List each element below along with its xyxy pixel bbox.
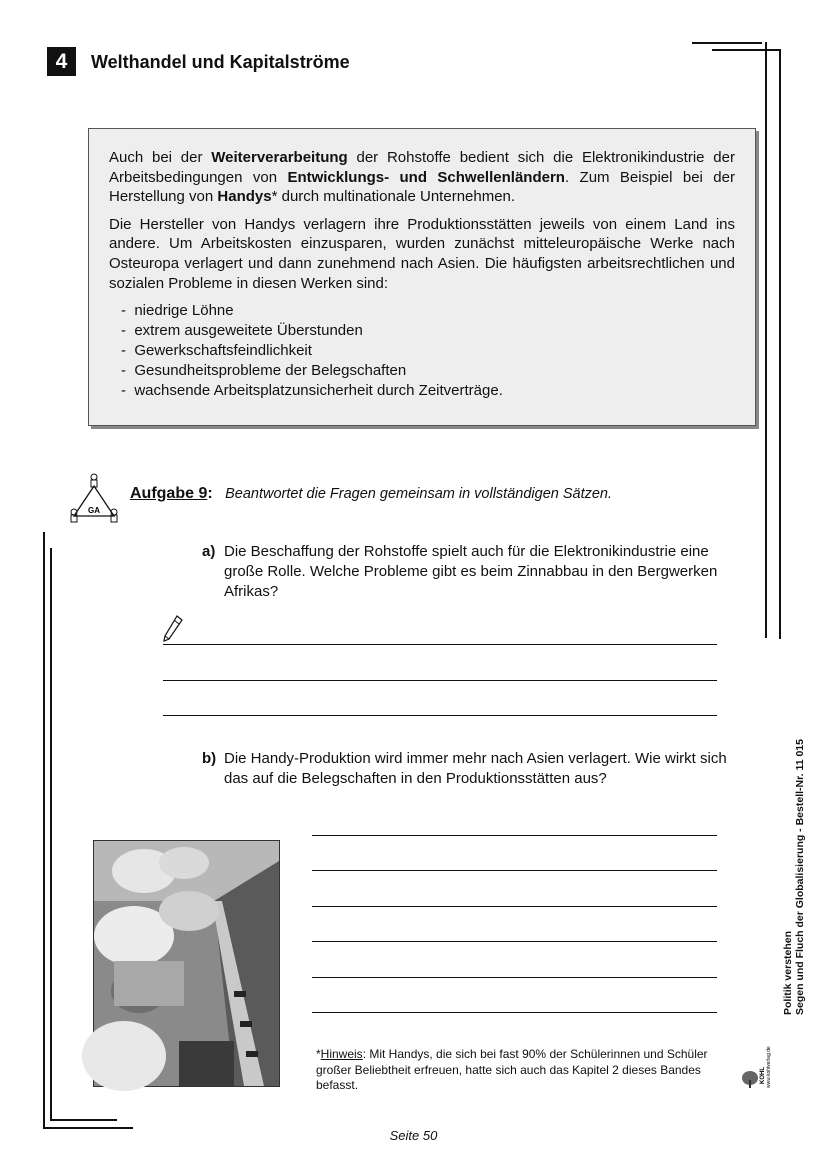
text: . Zum Beispiel bei der Herstellung von	[109, 168, 735, 206]
question-a	[202, 542, 722, 602]
task-instruction: Beantwortet die Fragen gemeinsam in vollständigen Sätzen.	[225, 486, 613, 502]
frame-line	[779, 49, 781, 639]
frame-line	[50, 1119, 117, 1121]
svg-text:www.kohlverlag.de: www.kohlverlag.de	[766, 1046, 772, 1088]
frame-line	[692, 42, 762, 44]
info-paragraph-2: Die Hersteller von Handys verlagern ihre Produktionsstätten jeweils von einem Land ins andere. Um Arbeitskosten einzusparen, wurden zunächst mitteleuropäische Werke nach Osteuropa verlagert und dann zunehmend nach Asien. Die häufigsten arbeitsrechtlichen und sozialen Probleme in diesen Werken sind:	[109, 215, 735, 292]
list-item: - extrem ausgeweitete Überstunden	[121, 321, 735, 341]
footnote-text: : Mit Handys, die sich bei fast 90% der Schülerinnen und Schüler großer Beliebtheit erfreuen, hatte sich auch das Kapitel 2 dieses Bandes befasst.	[316, 1047, 708, 1092]
task-label: Aufgabe 9	[130, 485, 208, 502]
list-item: - Gewerkschaftsfeindlichkeit	[121, 341, 735, 361]
list-item: - wachsende Arbeitsplatzunsicherheit durch Zeitverträge.	[121, 381, 735, 401]
list-item: - Gesundheitsprobleme der Belegschaften	[121, 361, 735, 381]
bold-term: Entwicklungs- und Schwellenländern	[287, 168, 565, 186]
text: * durch multinationale Unternehmen.	[271, 188, 516, 206]
task-heading	[130, 485, 612, 503]
chapter-number: 4	[47, 47, 76, 76]
frame-line	[712, 49, 780, 51]
frame-line	[43, 532, 45, 1128]
text: Auch bei der	[109, 149, 212, 166]
answer-line[interactable]	[163, 715, 717, 716]
problem-list	[109, 301, 735, 401]
footnote-star: *	[316, 1047, 321, 1061]
question-text: Die Beschaffung der Rohstoffe spielt auch für die Elektronikindustrie eine große Rolle. Welche Probleme gibt es beim Zinnabbau in den Bergwerken Afrikas?	[224, 543, 718, 600]
book-title: Segen und Fluch der Globalisierung - Bestell-Nr. 11 015	[794, 739, 806, 1015]
task-colon: :	[207, 485, 213, 502]
publisher-logo	[740, 1022, 770, 1088]
group-work-label: GA	[88, 506, 100, 515]
footnote-label: Hinweis	[320, 1047, 363, 1061]
answer-line[interactable]	[312, 835, 717, 836]
question-marker: b)	[202, 750, 217, 767]
page-number: Seite 50	[389, 1128, 438, 1143]
bold-term: Weiterverarbeitung	[211, 149, 348, 166]
answer-line[interactable]	[312, 870, 717, 871]
group-work-icon	[68, 472, 120, 528]
answer-line[interactable]	[163, 644, 717, 645]
footnote	[316, 1047, 736, 1094]
answer-line[interactable]	[312, 906, 717, 907]
answer-line[interactable]	[312, 977, 717, 978]
info-paragraph-1	[109, 148, 735, 207]
frame-line	[50, 548, 52, 1120]
side-imprint	[782, 739, 806, 1015]
factory-workers-photo	[93, 840, 280, 1087]
question-text: Die Handy-Produktion wird immer mehr nach Asien verlagert. Wie wirkt sich das auf die Belegschaften in den Produktionsstätten aus?	[224, 750, 727, 787]
question-marker: a)	[202, 543, 216, 560]
frame-line	[765, 42, 767, 638]
svg-text:KOHL: KOHL	[760, 1067, 766, 1084]
chapter-title: Welthandel und Kapitalströme	[91, 52, 350, 72]
series-title: Politik verstehen	[782, 930, 794, 1015]
answer-line[interactable]	[312, 941, 717, 942]
text: der Rohstoffe bedient sich die Elektronikindustrie der Arbeitsbedingungen von	[109, 149, 735, 186]
bold-term: Handys	[217, 188, 272, 206]
info-box	[88, 128, 756, 426]
answer-line[interactable]	[163, 680, 717, 681]
answer-line[interactable]	[312, 1012, 717, 1013]
list-item: - niedrige Löhne	[121, 301, 735, 321]
question-b	[202, 749, 742, 789]
pencil-icon	[162, 615, 184, 643]
